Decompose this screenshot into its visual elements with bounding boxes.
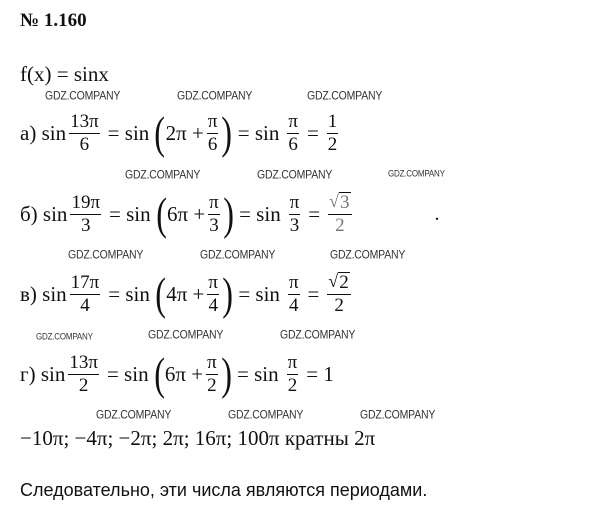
equation-g: г) sin $\frac{13\pi}{2}$ = sin ( 6π + $\frac{\pi}{2}$ ) = sin $\frac{\pi}{2}$ = 1 — [20, 348, 334, 399]
fraction: $\frac{\pi}{6}$ — [207, 110, 218, 155]
equation-v: в) sin $\frac{17\pi}{4}$ = sin ( 4π + $\frac{\pi}{4}$ ) = sin $\frac{\pi}{4}$ = √ 2 2 — [20, 268, 349, 319]
fraction: $\frac{\pi}{4}$ — [288, 271, 299, 316]
fraction: $\frac{\pi}{2}$ — [287, 351, 298, 396]
fraction: $\frac{17\pi}{4}$ — [70, 271, 100, 316]
eq-label: б) sin — [20, 201, 68, 226]
conclusion-text: Следовательно, эти числа являются периодами. — [20, 480, 428, 500]
fraction: $\frac{19\pi}{3}$ — [71, 191, 101, 236]
fraction: $\frac{13\pi}{2}$ — [69, 351, 98, 396]
watermark: GDZ.COMPANY — [125, 168, 201, 182]
result-fraction: √ 2 2 — [328, 271, 349, 316]
fraction: $\frac{\pi}{3}$ — [289, 191, 300, 236]
periods-line: −10π; −4π; −2π; 2π; 16π; 100π кратны 2π — [20, 426, 376, 450]
watermark: GDZ.COMPANY — [148, 328, 224, 342]
equation-a: а) sin $\frac{13\pi}{6}$ = sin ( 2π + $\frac{\pi}{6}$ ) = sin $\frac{\pi}{6}$ = $\frac{1}{2}$ — [20, 107, 338, 158]
fraction: $\frac{\pi}{6}$ — [288, 110, 298, 155]
fraction: $\frac{13\pi}{6}$ — [70, 110, 99, 155]
watermark: GDZ.COMPANY — [360, 408, 436, 422]
watermark: GDZ.COMPANY — [228, 408, 304, 422]
problem-number: № 1.160 — [20, 10, 87, 31]
watermark: GDZ.COMPANY — [200, 248, 276, 262]
eq-label: в) sin — [20, 281, 67, 306]
watermark: GDZ.COMPANY — [96, 408, 172, 422]
watermark: GDZ.COMPANY — [36, 331, 93, 342]
equation-b: б) sin $\frac{19\pi}{3}$ = sin ( 6π + $\frac{\pi}{3}$ ) = sin $\frac{\pi}{3}$ = √ 3 2 . — [20, 188, 440, 239]
watermark: GDZ.COMPANY — [280, 328, 356, 342]
fraction: $\frac{\pi}{3}$ — [209, 191, 219, 236]
watermark: GDZ.COMPANY — [177, 89, 253, 103]
result-fraction: $\frac{1}{2}$ — [327, 110, 338, 155]
eq-label: а) sin — [20, 120, 67, 145]
watermark: GDZ.COMPANY — [257, 168, 333, 182]
watermark: GDZ.COMPANY — [388, 168, 445, 179]
function-definition: f(x) = sinx — [20, 62, 109, 86]
watermark: GDZ.COMPANY — [45, 89, 121, 103]
eq-label: г) sin — [20, 361, 66, 386]
watermark: GDZ.COMPANY — [68, 248, 144, 262]
watermark: GDZ.COMPANY — [307, 89, 383, 103]
result-fraction: √ 3 2 — [329, 191, 350, 236]
fraction: $\frac{\pi}{4}$ — [208, 271, 218, 316]
fraction: $\frac{\pi}{2}$ — [207, 351, 217, 396]
watermark: GDZ.COMPANY — [330, 248, 406, 262]
